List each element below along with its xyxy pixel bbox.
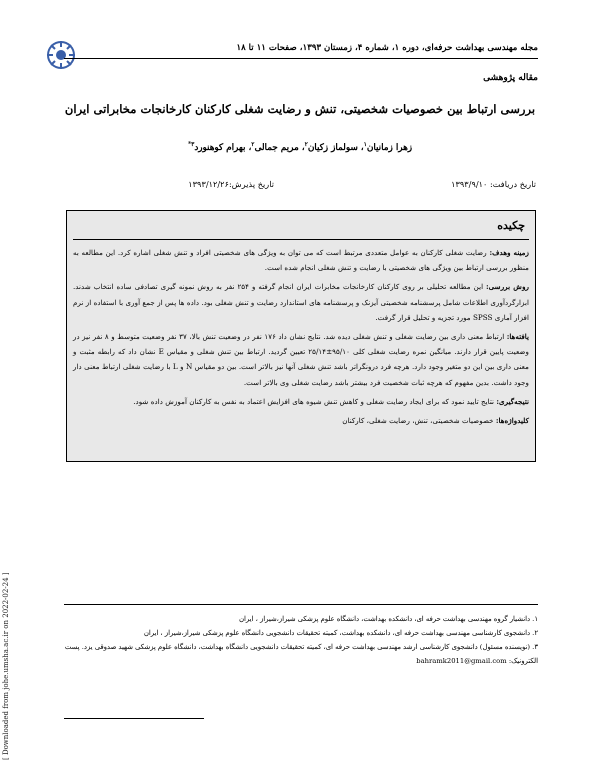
bottom-divider bbox=[64, 718, 204, 719]
abstract-results bbox=[73, 329, 529, 390]
footnote-item: ۲. دانشجوی کارشناسی مهندسی بهداشت حرفه ای، دانشکده بهداشت، کمیته تحقیقات دانشجویی دانشگاه علوم پزشکی شیراز،شیراز ، ایران bbox=[143, 629, 538, 637]
section-text: خصوصیات شخصیتی، تنش، رضایت شغلی، کارکنان bbox=[342, 416, 496, 426]
footnote-item: ۱. دانشیار گروه مهندسی بهداشت حرفه ای، دانشکده بهداشت، دانشگاه علوم پزشکی شیراز،شیراز ، ایران bbox=[239, 615, 538, 623]
author-list: زهرا زمانیان$^۱$، سولماز زکیان$^۲$، مریم جمالی$^۲$، بهرام کوهنورد$^{۳*}$ bbox=[187, 141, 413, 153]
footnote-divider bbox=[64, 604, 538, 605]
section-label: کلیدواژه‌ها: bbox=[495, 416, 529, 426]
footnote-text: ۳. (نویسنده مسئول) دانشجوی کارشناسی ارشد مهندسی بهداشت حرفه ای، کمیته تحقیقات دانشجویی دانشگاه بهداشت، دانشگاه علوم پزشکی شهید صدوقی یزد. پست الکترونیک: bbox=[64, 643, 538, 665]
abstract-heading: چکیده bbox=[497, 219, 525, 232]
journal-header: مجله مهندسی بهداشت حرفه‌ای، دوره ۱، شماره ۴، زمستان ۱۳۹۳، صفحات ۱۱ تا ۱۸ bbox=[236, 43, 538, 53]
received-date: تاریخ دریافت: ۱۳۹۳/۹/۱۰ bbox=[451, 179, 536, 189]
article-type: مقاله پژوهشی bbox=[483, 73, 538, 83]
author-name: سولماز زکیان bbox=[307, 142, 358, 153]
abstract-divider bbox=[73, 239, 529, 240]
author-name: بهرام کوهنورد bbox=[194, 142, 246, 153]
section-text: نتایج تایید نمود که برای ایجاد رضایت شغلی و کاهش تنش شیوه های افزایش اعتماد به نفس به کارکنان آموزش داده شود. bbox=[133, 396, 497, 406]
abstract-box bbox=[66, 210, 536, 462]
section-label: یافته‌ها: bbox=[506, 332, 529, 342]
footnotes bbox=[62, 612, 538, 668]
abstract-methods bbox=[73, 279, 529, 325]
accepted-date: تاریخ پذیرش:۱۳۹۳/۱۲/۲۶ bbox=[188, 179, 274, 189]
author-affiliation-mark: ۲ bbox=[304, 141, 308, 148]
abstract-background bbox=[73, 245, 529, 275]
abstract-body bbox=[73, 245, 529, 432]
download-note: [ Downloaded from johe.umsha.ac.ir on 2022-02-24 ] bbox=[2, 572, 10, 760]
author-affiliation-mark: ۲ bbox=[251, 141, 255, 148]
abstract-conclusion bbox=[73, 394, 529, 409]
header-divider bbox=[64, 58, 538, 59]
article-title: بررسی ارتباط بین خصوصیات شخصیتی، تنش و رضایت شغلی کارکنان کارخانجات مخابراتی ایران bbox=[64, 102, 536, 116]
section-text: ارتباط معنی داری بین رضایت شغلی و تنش شغلی دیده شد. نتایج نشان داد ۱۷۶ نفر در وضعیت تنش بالا، ۳۷ نفر وضعیت متوسط و ۸ نفر نیز در وضعیت پایین قرار دارند. میانگین نمره رضایت شغلی کلی ۹۵/۱۰±۲۵/۱۴ تعیین گردید. ارتباط بین تنش شغلی و مقیاس E نشان داد که رابطه مثبت و معنی داری بین این دو متغیر وجود دارد. هرچه فرد درونگراتر باشد تنش شغلی آنها نیز بالاتر است. بین دو مقیاس N و L با رضایت شغلی ارتباط معنی دار وجود داشت. بدین مفهوم که هرچه ثبات شخصیت فرد بیشتر باشد رضایت شغلی وی بالاتر است. bbox=[73, 332, 529, 387]
section-text: رضایت شغلی کارکنان به عوامل متعددی مرتبط است که می توان به ویژگی های شخصیتی افراد و تنش شغلی اشاره کرد. این مطالعه به منظور بررسی ارتباط بین ویژگی های شخصیتی با رضایت و تنش شغلی انجام شده است. bbox=[73, 248, 529, 273]
author-name: مریم جمالی bbox=[254, 142, 299, 153]
section-label: روش بررسی: bbox=[486, 282, 530, 292]
author-affiliation-mark: ۳* bbox=[187, 141, 195, 148]
section-label: زمینه وهدف: bbox=[489, 248, 529, 257]
author-affiliation-mark: ۱ bbox=[363, 141, 367, 148]
abstract-keywords bbox=[73, 413, 529, 428]
section-label: نتیجه‌گیری: bbox=[496, 396, 529, 406]
section-text: این مطالعه تحلیلی بر روی کارکنان کارخانجات مخابرات ایران انجام گرفته و ۲۵۴ نفر به روش نمونه گیری تصادفی ساده انتخاب شدند. ابزارگردآوری اطلاعات شامل پرسشنامه شخصیتی آیزنک و پرسشنامه های استاندارد رضایت و تنش شغلی بود. داده ها پس از جمع آوری با استفاده از نرم افزار آماری SPSS مورد تجزیه و تحلیل قرار گرفت. bbox=[73, 282, 529, 322]
author-email[interactable]: bahramk2011@gmail.com bbox=[416, 657, 507, 665]
author-name: زهرا زمانیان bbox=[366, 142, 413, 153]
footnote-item bbox=[62, 640, 538, 668]
